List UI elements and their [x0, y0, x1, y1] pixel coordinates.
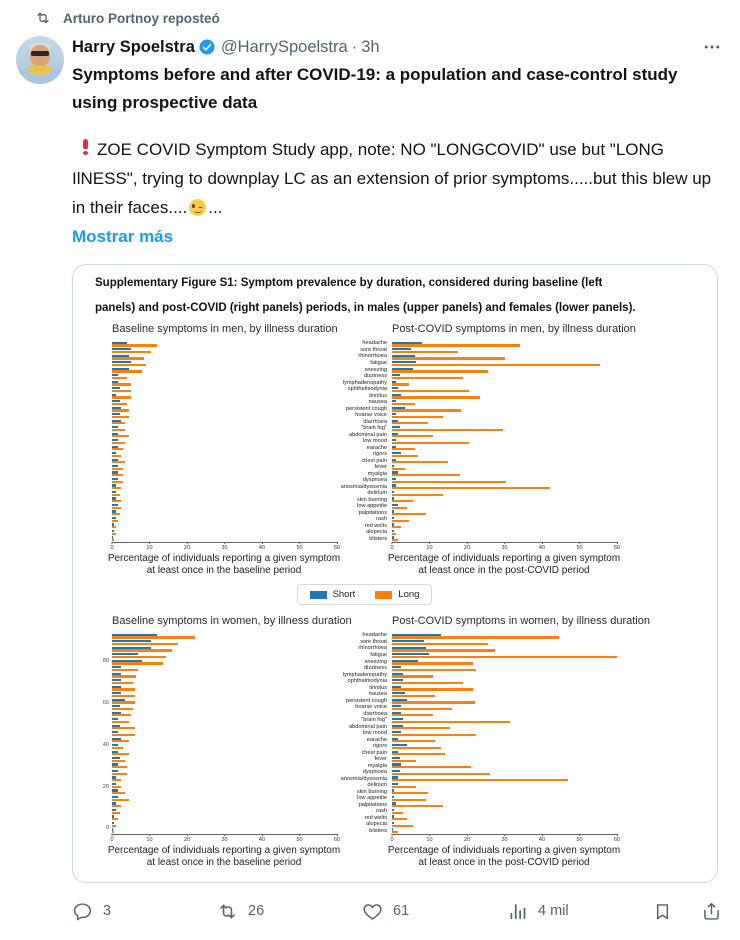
- symptom-label: lymphadenopathy: [342, 379, 387, 386]
- tweet-title: Symptoms before and after COVID-19: a population and case-control study using prospective data: [72, 65, 678, 112]
- views-count: 4 mil: [538, 903, 569, 919]
- symptom-label: low mood: [363, 730, 387, 737]
- bar-long: [392, 662, 473, 664]
- x-tick: 50: [296, 542, 302, 551]
- bar-long: [112, 344, 157, 346]
- bar-long: [112, 455, 121, 457]
- symptom-label: tinnitus: [369, 392, 387, 399]
- panel-baseline-women: [102, 615, 352, 868]
- x-tick: 50: [296, 834, 302, 843]
- bar-long: [112, 831, 114, 833]
- symptom-label: rigors: [373, 451, 387, 458]
- x-tick: 30: [501, 834, 507, 843]
- symptom-label: skin burning: [356, 496, 387, 503]
- symptom-label: dyspnoea: [362, 477, 387, 484]
- symptom-label: fever: [374, 464, 387, 471]
- symptom-label: red welts: [364, 814, 387, 821]
- symptom-label: low appetite: [357, 795, 387, 802]
- symptom-label: nausea: [368, 691, 387, 698]
- symptom-label: abdominal pain: [349, 431, 387, 438]
- bar-long: [392, 753, 445, 755]
- bar-long: [112, 429, 125, 431]
- bar-long: [392, 643, 488, 645]
- panel-title: Baseline symptoms in men, by illness duration: [112, 323, 338, 335]
- symptom-label: hoarse voice: [355, 412, 387, 419]
- bar-long: [392, 461, 448, 463]
- bar-long: [392, 487, 550, 489]
- bar-long: [112, 708, 133, 710]
- x-tick: 10: [146, 542, 152, 551]
- bar-long: [112, 688, 135, 690]
- bar-long: [112, 649, 172, 651]
- symptom-label: delirium: [367, 782, 387, 789]
- bar-long: [112, 396, 131, 398]
- bar-long: [392, 539, 398, 541]
- bar-long: [392, 695, 435, 697]
- bar-long: [112, 760, 125, 762]
- x-tick: 0: [110, 542, 113, 551]
- legend-row: [112, 584, 617, 605]
- symptom-label: diarrhoea: [363, 710, 387, 717]
- bar-long: [112, 779, 121, 781]
- symptom-label: alopecia: [366, 821, 387, 828]
- bar-long: [392, 416, 443, 418]
- bar-long: [392, 786, 416, 788]
- bar-long: [112, 403, 127, 405]
- bar-long: [112, 662, 163, 664]
- bar-long: [112, 656, 166, 658]
- wink-emoji: [189, 199, 206, 216]
- separator-dot: ·: [351, 37, 358, 56]
- bar-long: [392, 760, 416, 762]
- bookmark-button[interactable]: [652, 901, 673, 922]
- x-tick: 30: [221, 834, 227, 843]
- bar-long: [392, 721, 510, 723]
- x-axis-label: Percentage of individuals reporting a given symptom at least once in the post-COVID period: [387, 553, 621, 576]
- bar-long: [392, 364, 600, 366]
- x-tick: 60: [334, 834, 340, 843]
- x-tick: 60: [334, 542, 340, 551]
- bar-long: [392, 468, 405, 470]
- bar-long: [112, 435, 129, 437]
- verified-badge-icon: [198, 38, 216, 56]
- bar-long: [112, 799, 129, 801]
- symptom-labels-column: [337, 341, 392, 543]
- bar-long: [392, 701, 475, 703]
- bar-long: [392, 805, 443, 807]
- bar-long: [112, 701, 135, 703]
- symptom-label: sore throat: [360, 638, 387, 645]
- bar-long: [112, 416, 129, 418]
- bar-long: [112, 474, 123, 476]
- y-tick: 60: [102, 699, 109, 706]
- symptom-label: red welts: [364, 522, 387, 529]
- bar-long: [392, 448, 415, 450]
- bar-long: [112, 461, 125, 463]
- author-name[interactable]: Harry Spoelstra: [72, 37, 195, 56]
- bar-long: [392, 533, 396, 535]
- symptom-label: "brain fog": [361, 425, 387, 432]
- x-tick: 50: [576, 542, 582, 551]
- bar-long: [392, 455, 418, 457]
- symptom-labels-column: [337, 633, 392, 835]
- y-tick: 40: [102, 741, 109, 748]
- bar-long: [392, 474, 460, 476]
- symptom-label: headache: [362, 632, 387, 639]
- x-tick: 30: [501, 542, 507, 551]
- bar-long: [392, 435, 433, 437]
- bar-long: [392, 831, 398, 833]
- bar-long: [392, 675, 433, 677]
- repost-icon: [35, 10, 51, 26]
- x-tick: 0: [110, 834, 113, 843]
- bar-long: [112, 539, 114, 541]
- bar-long: [392, 377, 463, 379]
- legend-swatch-long: [375, 591, 392, 599]
- bar-long: [392, 825, 413, 827]
- avatar-sunglasses: [31, 51, 49, 56]
- x-tick: 50: [576, 834, 582, 843]
- bar-long: [392, 812, 403, 814]
- panel-title: Post-COVID symptoms in men, by illness duration: [392, 323, 636, 335]
- bar-long: [392, 481, 506, 483]
- bar-long: [392, 409, 461, 411]
- bar-long: [112, 812, 120, 814]
- bar-long: [112, 390, 131, 392]
- symptom-label: headache: [362, 340, 387, 347]
- legend-item-long: Long: [375, 589, 419, 600]
- repost-button[interactable]: [217, 901, 362, 922]
- bar-long: [112, 494, 120, 496]
- reply-count: 3: [103, 903, 112, 919]
- panel-baseline-men: [107, 323, 341, 576]
- action-bar: [72, 895, 724, 927]
- x-tick: 60: [614, 834, 620, 843]
- symptom-label: sore throat: [360, 346, 387, 353]
- bar-long: [392, 799, 426, 801]
- symptom-label: diarrhoea: [363, 418, 387, 425]
- bar-long: [112, 714, 131, 716]
- bar-long: [392, 513, 426, 515]
- legend-swatch-short: [310, 591, 327, 599]
- x-tick: 40: [259, 542, 265, 551]
- symptom-label: rash: [376, 516, 387, 523]
- name-row: [72, 36, 724, 58]
- views-bars-icon: [507, 901, 528, 922]
- bar-long: [392, 494, 443, 496]
- chart-legend: [297, 584, 433, 605]
- x-axis-label: Percentage of individuals reporting a given symptom at least once in the baseline period: [107, 553, 341, 576]
- bar-long: [392, 649, 495, 651]
- bar-long: [112, 513, 120, 515]
- share-button[interactable]: [701, 901, 722, 922]
- symptom-label: dyspnoea: [362, 769, 387, 776]
- symptom-label: fever: [374, 756, 387, 763]
- x-tick: 10: [426, 834, 432, 843]
- bar-long: [392, 422, 428, 424]
- symptom-label: fatigue: [370, 652, 387, 658]
- x-tick: 30: [221, 542, 227, 551]
- symptom-label: anosmia/dysosmia: [340, 483, 387, 490]
- x-tick: 40: [539, 542, 545, 551]
- plot-baseline-women: [102, 633, 341, 843]
- symptom-label: myalgia: [367, 470, 387, 477]
- symptom-label: earache: [366, 444, 387, 451]
- bar-long: [112, 370, 142, 372]
- charts-row-men: [107, 323, 717, 576]
- symptom-label: alopecia: [366, 529, 387, 536]
- bar-long: [392, 500, 413, 502]
- bar-long: [112, 818, 118, 820]
- x-tick: 0: [390, 834, 393, 843]
- bar-long: [112, 669, 138, 671]
- bar-long: [392, 747, 441, 749]
- author-handle[interactable]: @HarrySpoelstra: [220, 37, 348, 56]
- plot-postcovid-men: [390, 341, 621, 551]
- bar-long: [112, 786, 121, 788]
- bar-long: [392, 792, 428, 794]
- symptom-label: myalgia: [367, 762, 387, 769]
- bar-long: [392, 429, 503, 431]
- bar-long: [112, 805, 121, 807]
- symptom-label: persistent cough: [345, 405, 387, 412]
- bar-long: [392, 734, 476, 736]
- bar-long: [392, 688, 473, 690]
- bar-long: [112, 383, 131, 385]
- repost-banner-text: Arturo Portnoy reposteó: [63, 10, 220, 26]
- share-icon: [701, 901, 722, 922]
- show-more-link[interactable]: Mostrar más: [72, 227, 174, 246]
- views-button[interactable]: [507, 901, 652, 922]
- bar-long: [112, 520, 118, 522]
- symptom-label: rigors: [373, 743, 387, 750]
- symptom-label: anosmia/dysosmia: [340, 775, 387, 782]
- tweet-body-suffix: ...: [208, 198, 223, 217]
- x-axis-label: Percentage of individuals reporting a given symptom at least once in the post-COVID period: [387, 845, 621, 868]
- bar-long: [112, 721, 129, 723]
- bar-long: [392, 779, 568, 781]
- more-dots-icon: [702, 37, 722, 57]
- bar-long: [112, 792, 125, 794]
- symptom-label: chest pain: [361, 457, 387, 464]
- bar-long: [392, 740, 435, 742]
- x-tick: 40: [259, 834, 265, 843]
- bar-long: [112, 675, 136, 677]
- symptom-label: sneezing: [364, 366, 387, 373]
- bar-long: [392, 727, 450, 729]
- like-count: 61: [393, 903, 410, 919]
- bar-long: [112, 766, 127, 768]
- bar-long: [112, 481, 123, 483]
- symptom-label: chest pain: [361, 749, 387, 756]
- symptom-label: low appetite: [357, 503, 387, 510]
- bar-long: [112, 695, 135, 697]
- x-tick: 20: [464, 542, 470, 551]
- symptom-label: palpitations: [358, 509, 387, 516]
- symptom-label: palpitations: [358, 801, 387, 808]
- bar-long: [392, 357, 505, 359]
- symptom-label: low mood: [363, 438, 387, 445]
- bar-long: [392, 682, 463, 684]
- repost-icon: [217, 901, 238, 922]
- bar-long: [112, 507, 121, 509]
- symptom-label: nausea: [368, 399, 387, 406]
- bar-long: [112, 753, 129, 755]
- bar-long: [112, 351, 151, 353]
- symptom-label: sneezing: [364, 658, 387, 665]
- bar-long: [392, 526, 401, 528]
- y-tick: 80: [102, 658, 109, 665]
- bar-long: [112, 448, 123, 450]
- symptom-label: skin burning: [356, 788, 387, 795]
- bar-long: [392, 370, 488, 372]
- bar-long: [112, 409, 129, 411]
- timestamp[interactable]: 3h: [361, 37, 380, 56]
- bar-long: [392, 766, 471, 768]
- exclamation-emoji: [82, 139, 90, 155]
- symptom-label: fatigue: [370, 360, 387, 366]
- bar-long: [112, 825, 116, 827]
- panel-postcovid-women: [387, 615, 650, 868]
- bar-long: [392, 520, 409, 522]
- reply-icon: [72, 901, 93, 922]
- more-button[interactable]: [700, 35, 724, 59]
- x-tick: 40: [539, 834, 545, 843]
- bar-long: [392, 403, 415, 405]
- avatar[interactable]: [16, 36, 64, 84]
- panel-title: Post-COVID symptoms in women, by illness duration: [392, 615, 650, 627]
- figure-card[interactable]: [72, 264, 718, 883]
- bar-long: [112, 377, 127, 379]
- bar-long: [112, 636, 195, 638]
- panel-title: Baseline symptoms in women, by illness duration: [112, 615, 352, 627]
- x-tick: 10: [426, 542, 432, 551]
- tweet-body: [72, 135, 724, 222]
- bar-long: [392, 396, 480, 398]
- symptom-label: lymphadenopathy: [342, 671, 387, 678]
- charts-row-women: [102, 615, 717, 868]
- symptom-label: delirium: [367, 490, 387, 497]
- y-tick: 0: [105, 825, 109, 832]
- bar-long: [392, 669, 476, 671]
- bar-long: [112, 364, 146, 366]
- bar-long: [392, 390, 469, 392]
- x-tick: 20: [464, 834, 470, 843]
- x-axis-label: Percentage of individuals reporting a given symptom at least once in the baseline period: [107, 845, 341, 868]
- symptom-label: persistent cough: [345, 697, 387, 704]
- symptom-label: rhinorrhoea: [358, 353, 387, 360]
- plot-baseline-men: [110, 341, 341, 551]
- legend-item-short: Short: [310, 589, 356, 600]
- symptom-label: earache: [366, 736, 387, 743]
- bar-long: [112, 727, 135, 729]
- reply-button[interactable]: [72, 901, 217, 922]
- x-tick: 20: [184, 542, 190, 551]
- bar-long: [112, 533, 116, 535]
- bar-long: [392, 818, 407, 820]
- bar-long: [392, 708, 452, 710]
- symptom-label: dizziness: [363, 665, 387, 672]
- bar-long: [392, 383, 409, 385]
- y-tick: 20: [102, 783, 109, 790]
- bookmark-icon: [652, 901, 673, 922]
- symptom-label: dizziness: [363, 373, 387, 380]
- like-button[interactable]: [362, 901, 507, 922]
- x-tick: 10: [146, 834, 152, 843]
- bar-long: [392, 773, 490, 775]
- bar-long: [392, 636, 559, 638]
- bar-long: [112, 468, 123, 470]
- bar-long: [112, 422, 125, 424]
- symptom-label: hoarse voice: [355, 704, 387, 711]
- symptom-label: ophthalmodynia: [347, 678, 387, 685]
- symptom-label: abdominal pain: [349, 723, 387, 730]
- repost-count: 26: [248, 903, 265, 919]
- symptom-label: blisters: [369, 535, 387, 542]
- bar-long: [112, 682, 133, 684]
- bar-long: [112, 500, 121, 502]
- symptom-label: rhinorrhoea: [358, 645, 387, 652]
- bar-long: [112, 442, 125, 444]
- plot-postcovid-women: [390, 633, 621, 843]
- bar-long: [112, 734, 135, 736]
- heart-icon: [362, 901, 383, 922]
- symptom-label: blisters: [369, 827, 387, 834]
- bar-long: [392, 344, 520, 346]
- bar-long: [112, 740, 129, 742]
- repost-banner[interactable]: [35, 8, 724, 28]
- x-tick: 60: [614, 542, 620, 551]
- bar-long: [112, 643, 178, 645]
- x-tick: 20: [184, 834, 190, 843]
- bar-long: [392, 507, 407, 509]
- bar-long: [392, 442, 469, 444]
- bar-long: [112, 526, 116, 528]
- panel-postcovid-men: [387, 323, 636, 576]
- bar-long: [392, 656, 617, 658]
- bar-long: [112, 357, 144, 359]
- figure-caption: Supplementary Figure S1: Symptom prevalence by duration, considered during baseline (left panels) and post-COVID (right panels) periods, in males (upper panels) and females (lower panels).: [95, 277, 636, 314]
- bar-long: [112, 773, 127, 775]
- bar-long: [392, 714, 433, 716]
- symptom-label: ophthalmodynia: [347, 386, 387, 393]
- bar-long: [112, 747, 123, 749]
- tweet-body-text: ZOE COVID Symptom Study app, note: NO "LONGCOVID" use but "LONG IlNESS", trying to downplay LC as an extension of prior symptoms.....but this blew up in their faces....: [72, 140, 712, 217]
- symptom-label: "brain fog": [361, 717, 387, 724]
- bar-long: [392, 351, 458, 353]
- symptom-label: rash: [376, 808, 387, 815]
- x-tick: 0: [390, 542, 393, 551]
- bar-long: [112, 487, 121, 489]
- symptom-label: tinnitus: [369, 684, 387, 691]
